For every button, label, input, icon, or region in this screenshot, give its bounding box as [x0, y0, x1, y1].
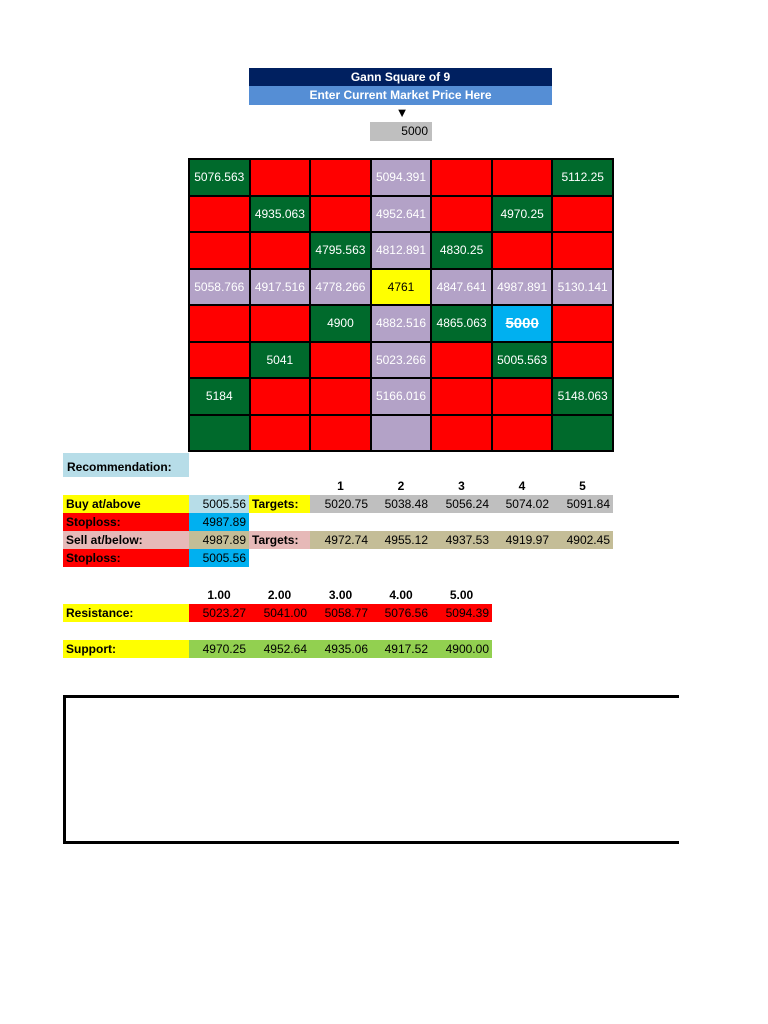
resistance-label: Resistance: [63, 604, 189, 622]
buy-target: 5038.48 [371, 495, 431, 513]
buy-target: 5020.75 [310, 495, 371, 513]
grid-cell [431, 159, 492, 196]
sell-target: 4919.97 [492, 531, 552, 549]
target-header: 5 [579, 479, 586, 493]
buy-targets-label: Targets: [249, 495, 310, 513]
grid-cell [492, 378, 553, 415]
grid-cell [310, 159, 371, 196]
grid-cell [492, 415, 553, 452]
grid-cell: 4987.891 [492, 269, 553, 306]
target-header: 1 [337, 479, 344, 493]
grid-cell: 5130.141 [552, 269, 613, 306]
gann-square-grid [188, 158, 614, 452]
resistance-value: 5094.39 [431, 604, 492, 622]
grid-cell [552, 232, 613, 269]
resistance-value: 5041.00 [249, 604, 310, 622]
buy-value: 5005.56 [189, 495, 249, 513]
sell-target: 4955.12 [371, 531, 431, 549]
recommendation-label: Recommendation: [63, 453, 189, 477]
resistance-value: 5076.56 [371, 604, 431, 622]
buy-label: Buy at/above [63, 495, 189, 513]
grid-cell: 5000 [492, 305, 553, 342]
grid-cell [310, 378, 371, 415]
grid-cell [431, 342, 492, 379]
grid-cell [250, 232, 311, 269]
buy-target: 5091.84 [552, 495, 613, 513]
resistance-value: 5023.27 [189, 604, 249, 622]
grid-cell: 5148.063 [552, 378, 613, 415]
sell-label: Sell at/below: [63, 531, 189, 549]
level-header: 2.00 [267, 588, 292, 602]
grid-cell [431, 415, 492, 452]
grid-cell [189, 415, 250, 452]
grid-cell: 4761 [371, 269, 432, 306]
grid-cell [189, 232, 250, 269]
grid-cell [250, 305, 311, 342]
grid-cell: 5058.766 [189, 269, 250, 306]
grid-cell: 4795.563 [310, 232, 371, 269]
sheet-title: Gann Square of 9 [249, 68, 552, 86]
grid-cell: 5076.563 [189, 159, 250, 196]
grid-cell [189, 196, 250, 233]
grid-cell: 4900 [310, 305, 371, 342]
target-header: 4 [518, 479, 526, 493]
grid-cell: 4778.266 [310, 269, 371, 306]
grid-cell: 4847.641 [431, 269, 492, 306]
sell-target: 4902.45 [552, 531, 613, 549]
level-header: 4.00 [389, 588, 413, 602]
grid-cell [310, 342, 371, 379]
sell-stoploss-value: 5005.56 [189, 549, 249, 567]
support-value: 4952.64 [249, 640, 310, 658]
sell-value: 4987.89 [189, 531, 249, 549]
price-prompt: Enter Current Market Price Here [249, 86, 552, 105]
buy-target: 5074.02 [492, 495, 552, 513]
support-value: 4970.25 [189, 640, 249, 658]
grid-cell: 5112.25 [552, 159, 613, 196]
grid-cell: 4865.063 [431, 305, 492, 342]
market-price-input[interactable]: 5000 [370, 122, 432, 141]
grid-cell [250, 159, 311, 196]
grid-cell [492, 159, 553, 196]
support-value: 4900.00 [431, 640, 492, 658]
buy-stoploss-label: Stoploss: [63, 513, 189, 531]
level-header: 3.00 [328, 588, 353, 602]
grid-cell [250, 415, 311, 452]
grid-cell: 4830.25 [431, 232, 492, 269]
down-arrow-icon: ▼ [395, 105, 409, 120]
sell-target: 4972.74 [310, 531, 371, 549]
buy-target: 5056.24 [431, 495, 492, 513]
sell-stoploss-label: Stoploss: [63, 549, 189, 567]
grid-cell: 4935.063 [250, 196, 311, 233]
notes-box [63, 695, 679, 844]
target-header: 3 [458, 479, 465, 493]
grid-cell [431, 196, 492, 233]
grid-cell [189, 342, 250, 379]
grid-cell [492, 232, 553, 269]
grid-cell: 4812.891 [371, 232, 432, 269]
grid-cell [552, 415, 613, 452]
grid-cell: 4917.516 [250, 269, 311, 306]
resistance-value: 5058.77 [310, 604, 371, 622]
grid-cell [431, 378, 492, 415]
grid-cell [250, 378, 311, 415]
grid-cell [310, 196, 371, 233]
grid-cell [552, 305, 613, 342]
target-header: 2 [397, 479, 405, 493]
grid-cell [189, 305, 250, 342]
support-label: Support: [63, 640, 189, 658]
grid-cell: 5005.563 [492, 342, 553, 379]
buy-stoploss-value: 4987.89 [189, 513, 249, 531]
level-header: 5.00 [449, 588, 474, 602]
grid-cell: 5166.016 [371, 378, 432, 415]
sell-target: 4937.53 [431, 531, 492, 549]
grid-cell: 4882.516 [371, 305, 432, 342]
support-value: 4917.52 [371, 640, 431, 658]
grid-cell [552, 196, 613, 233]
grid-cell [310, 415, 371, 452]
grid-cell: 4952.641 [371, 196, 432, 233]
grid-cell: 5041 [250, 342, 311, 379]
grid-cell: 5184 [189, 378, 250, 415]
grid-cell: 5094.391 [371, 159, 432, 196]
sell-targets-label: Targets: [249, 531, 310, 549]
grid-cell: 5023.266 [371, 342, 432, 379]
support-value: 4935.06 [310, 640, 371, 658]
grid-cell: 4970.25 [492, 196, 553, 233]
level-header: 1.00 [207, 588, 231, 602]
grid-cell [552, 342, 613, 379]
grid-cell [371, 415, 432, 452]
